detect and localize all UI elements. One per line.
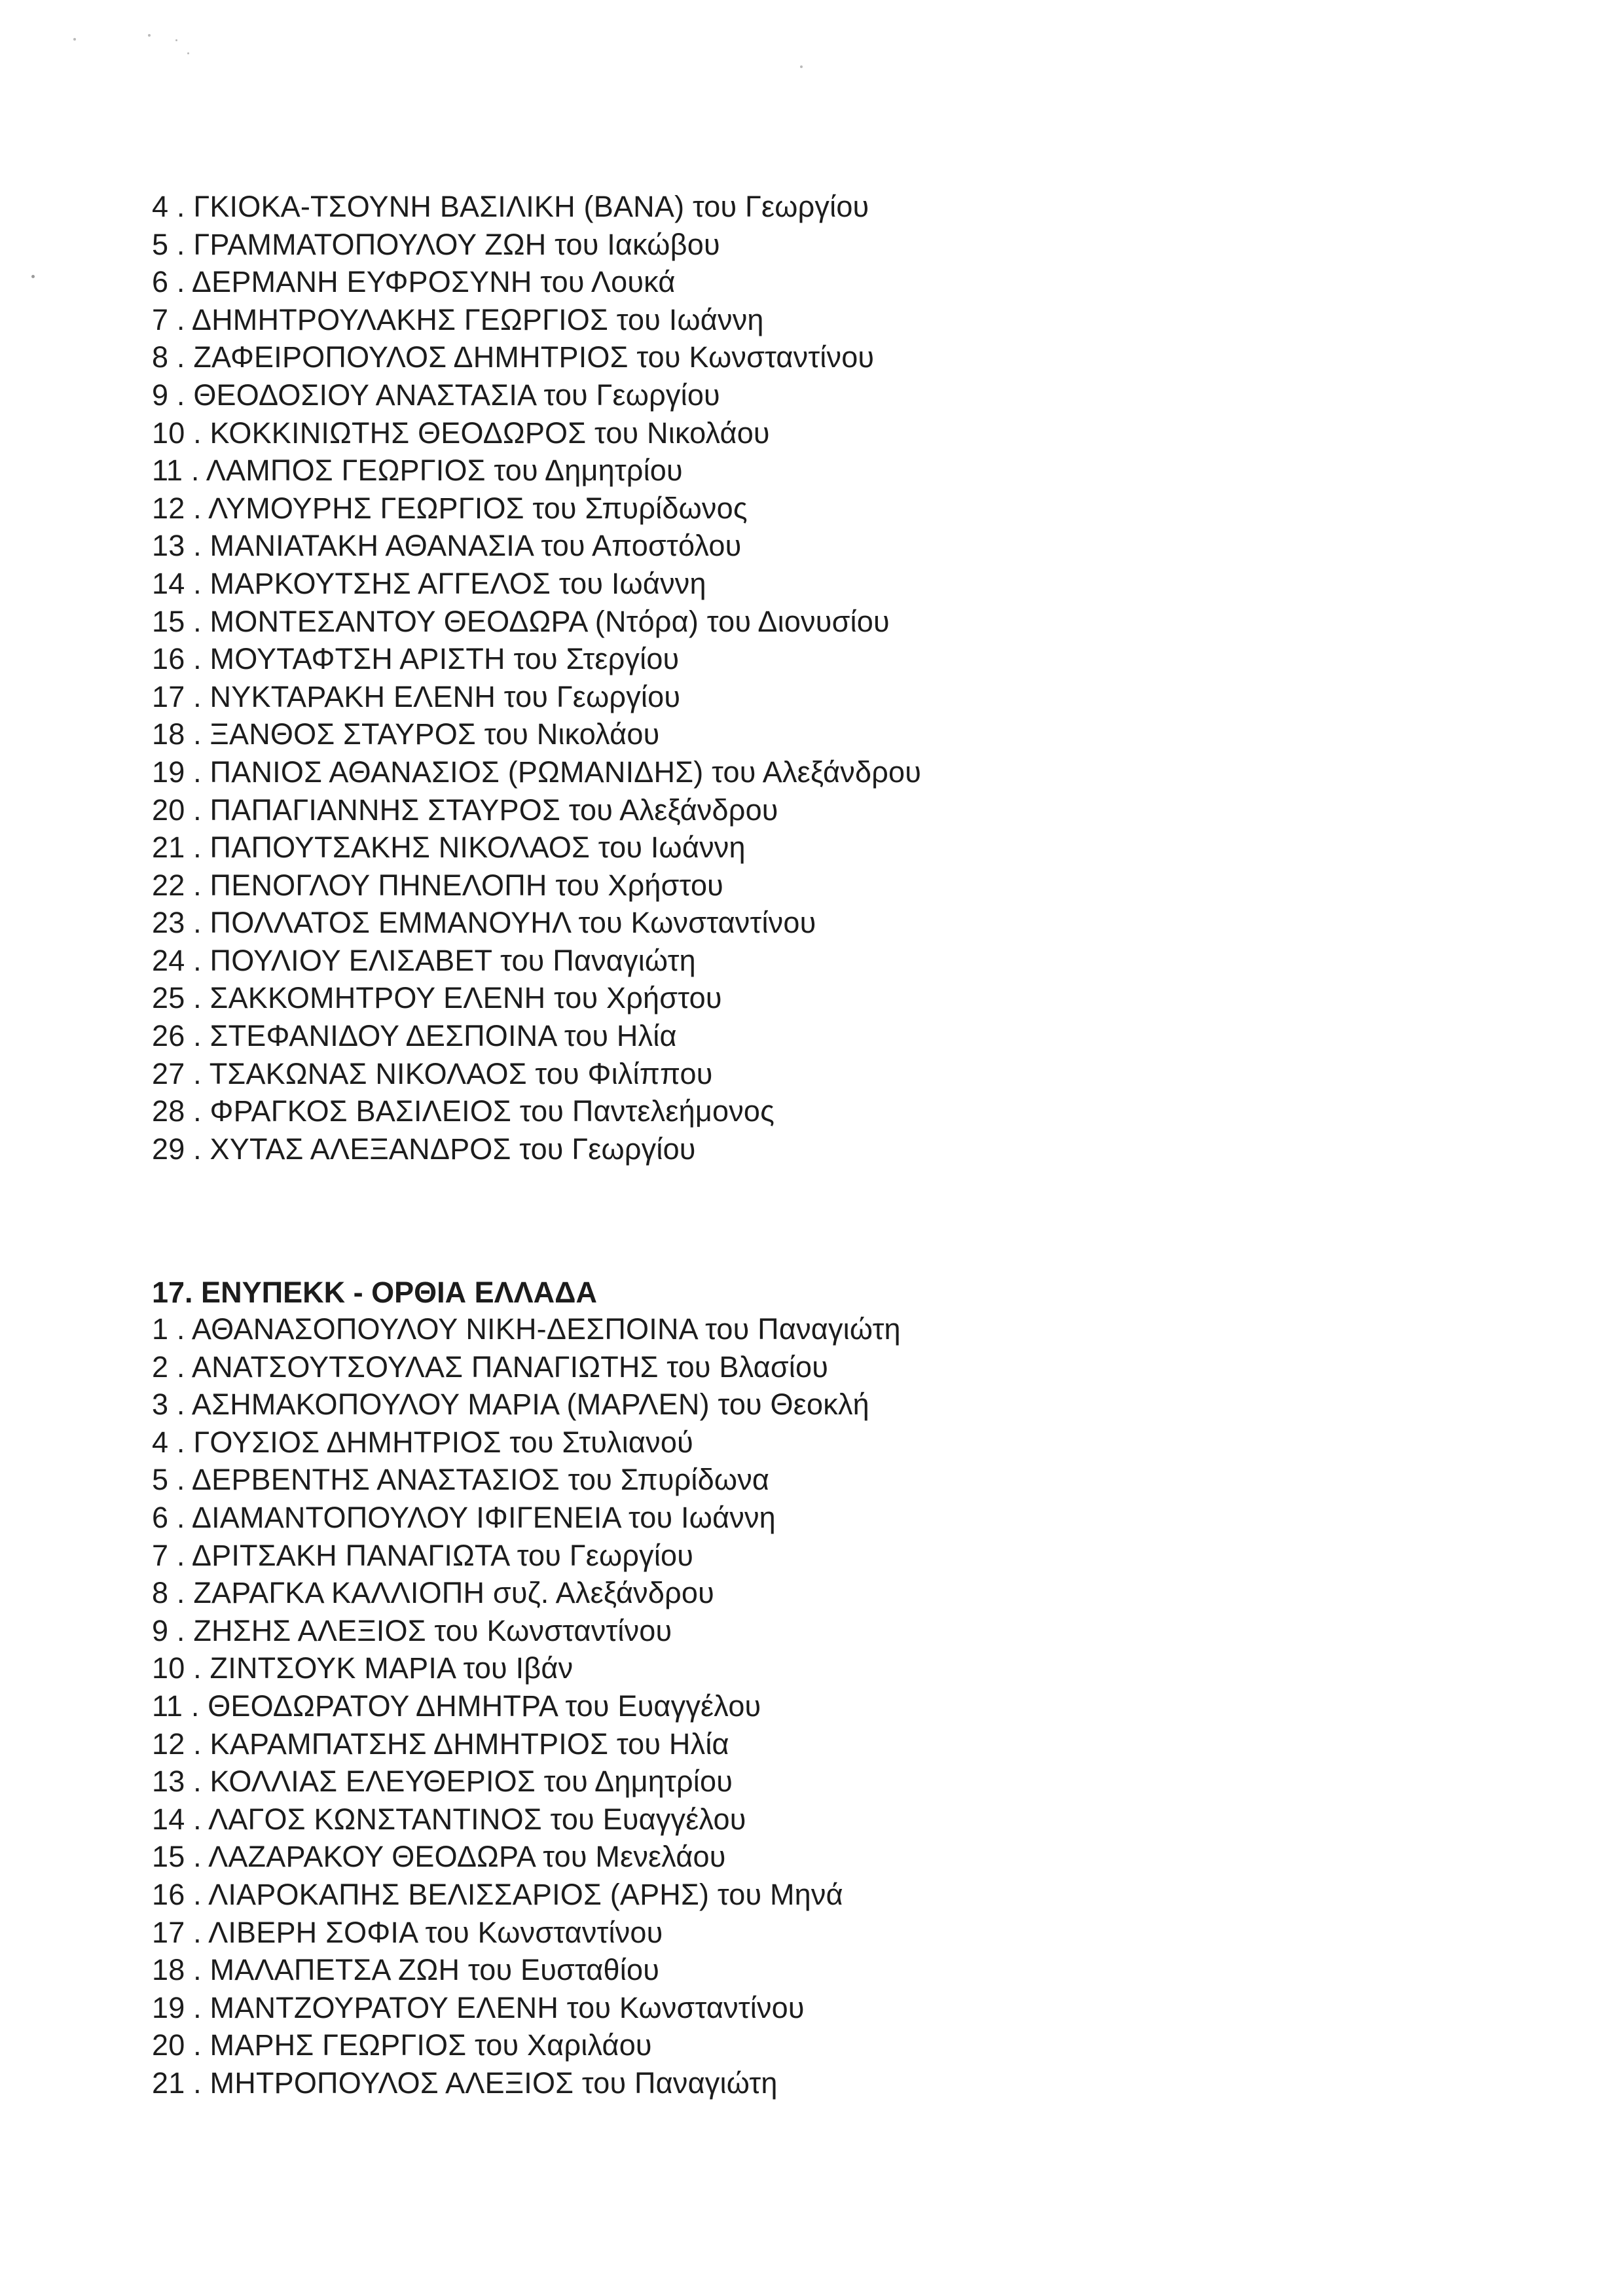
list-item: 15 . ΜΟΝΤΕΣΑΝΤΟΥ ΘΕΟΔΩΡΑ (Ντόρα) του Διονυσίου <box>152 604 890 638</box>
party-heading: 17. ΕΝΥΠΕΚΚ - ΟΡΘΙΑ ΕΛΛΑΔΑ <box>152 1276 597 1309</box>
list-item: 23 . ΠΟΛΛΑΤΟΣ ΕΜΜΑΝΟΥΗΛ του Κωνσταντίνου <box>152 906 816 940</box>
list-item: 8 . ΖΑΦΕΙΡΟΠΟΥΛΟΣ ΔΗΜΗΤΡΙΟΣ του Κωνσταντίνου <box>152 340 875 374</box>
list-item: 22 . ΠΕΝΟΓΛΟΥ ΠΗΝΕΛΟΠΗ του Χρήστου <box>152 868 723 902</box>
list-item: 4 . ΓΚΙΟΚΑ-ΤΣΟΥΝΗ ΒΑΣΙΛΙΚΗ (ΒΑΝΑ) του Γεωργίου <box>152 190 869 223</box>
list-item: 11 . ΛΑΜΠΟΣ ΓΕΩΡΓΙΟΣ του Δημητρίου <box>152 454 683 488</box>
list-item: 9 . ΖΗΣΗΣ ΑΛΕΞΙΟΣ του Κωνσταντίνου <box>152 1613 672 1647</box>
list-item: 29 . ΧΥΤΑΣ ΑΛΕΞΑΝΔΡΟΣ του Γεωργίου <box>152 1132 696 1166</box>
list-item: 12 . ΛΥΜΟΥΡΗΣ ΓΕΩΡΓΙΟΣ του Σπυρίδωνος <box>152 491 748 525</box>
list-item: 5 . ΔΕΡΒΕΝΤΗΣ ΑΝΑΣΤΑΣΙΟΣ του Σπυρίδωνα <box>152 1463 770 1497</box>
list-item: 7 . ΔΡΙΤΣΑΚΗ ΠΑΝΑΓΙΩΤΑ του Γεωργίου <box>152 1538 694 1572</box>
list-item: 13 . ΜΑΝΙΑΤΑΚΗ ΑΘΑΝΑΣΙΑ του Αποστόλου <box>152 529 742 563</box>
list-item: 1 . ΑΘΑΝΑΣΟΠΟΥΛΟΥ ΝΙΚΗ-ΔΕΣΠΟΙΝΑ του Παναγιώτη <box>152 1312 901 1346</box>
candidate-list-continued <box>152 188 921 1168</box>
list-item: 28 . ΦΡΑΓΚΟΣ ΒΑΣΙΛΕΙΟΣ του Παντελεήμονος <box>152 1094 775 1128</box>
list-item: 10 . ΖΙΝΤΣΟΥΚ ΜΑΡΙΑ του Ιβάν <box>152 1651 574 1685</box>
list-item: 9 . ΘΕΟΔΟΣΙΟΥ ΑΝΑΣΤΑΣΙΑ του Γεωργίου <box>152 378 720 412</box>
list-item: 2 . ΑΝΑΤΣΟΥΤΣΟΥΛΑΣ ΠΑΝΑΓΙΩΤΗΣ του Βλασίου <box>152 1350 829 1384</box>
list-item: 27 . ΤΣΑΚΩΝΑΣ ΝΙΚΟΛΑΟΣ του Φιλίππου <box>152 1056 713 1090</box>
list-item: 5 . ΓΡΑΜΜΑΤΟΠΟΥΛΟΥ ΖΩΗ του Ιακώβου <box>152 227 720 261</box>
list-item: 4 . ΓΟΥΣΙΟΣ ΔΗΜΗΤΡΙΟΣ του Στυλιανού <box>152 1425 693 1459</box>
list-item: 13 . ΚΟΛΛΙΑΣ ΕΛΕΥΘΕΡΙΟΣ του Δημητρίου <box>152 1765 733 1799</box>
list-item: 17 . ΝΥΚΤΑΡΑΚΗ ΕΛΕΝΗ του Γεωργίου <box>152 679 681 713</box>
list-item: 21 . ΠΑΠΟΥΤΣΑΚΗΣ ΝΙΚΟΛΑΟΣ του Ιωάννη <box>152 831 746 865</box>
list-item: 18 . ΞΑΝΘΟΣ ΣΤΑΥΡΟΣ του Νικολάου <box>152 717 660 751</box>
party-candidate-list <box>152 1310 901 2102</box>
list-item: 26 . ΣΤΕΦΑΝΙΔΟΥ ΔΕΣΠΟΙΝΑ του Ηλία <box>152 1019 677 1053</box>
list-item: 6 . ΔΙΑΜΑΝΤΟΠΟΥΛΟΥ ΙΦΙΓΕΝΕΙΑ του Ιωάννη <box>152 1500 776 1534</box>
list-item: 19 . ΜΑΝΤΖΟΥΡΑΤΟΥ ΕΛΕΝΗ του Κωνσταντίνου <box>152 1990 805 2024</box>
list-item: 12 . ΚΑΡΑΜΠΑΤΣΗΣ ΔΗΜΗΤΡΙΟΣ του Ηλία <box>152 1727 729 1761</box>
list-item: 11 . ΘΕΟΔΩΡΑΤΟΥ ΔΗΜΗΤΡΑ του Ευαγγέλου <box>152 1689 761 1723</box>
list-item: 20 . ΠΑΠΑΓΙΑΝΝΗΣ ΣΤΑΥΡΟΣ του Αλεξάνδρου <box>152 793 778 827</box>
list-item: 10 . ΚΟΚΚΙΝΙΩΤΗΣ ΘΕΟΔΩΡΟΣ του Νικολάου <box>152 416 770 450</box>
list-item: 7 . ΔΗΜΗΤΡΟΥΛΑΚΗΣ ΓΕΩΡΓΙΟΣ του Ιωάννη <box>152 302 764 336</box>
list-item: 25 . ΣΑΚΚΟΜΗΤΡΟΥ ΕΛΕΝΗ του Χρήστου <box>152 981 722 1015</box>
list-item: 24 . ΠΟΥΛΙΟΥ ΕΛΙΣΑΒΕΤ του Παναγιώτη <box>152 943 696 977</box>
list-item: 16 . ΛΙΑΡΟΚΑΠΗΣ ΒΕΛΙΣΣΑΡΙΟΣ (ΑΡΗΣ) του Μηνά <box>152 1877 843 1911</box>
list-item: 17 . ΛΙΒΕΡΗ ΣΟΦΙΑ του Κωνσταντίνου <box>152 1915 663 1949</box>
list-item: 16 . ΜΟΥΤΑΦΤΣΗ ΑΡΙΣΤΗ του Στεργίου <box>152 642 680 676</box>
list-item: 14 . ΜΑΡΚΟΥΤΣΗΣ ΑΓΓΕΛΟΣ του Ιωάννη <box>152 566 706 600</box>
list-item: 19 . ΠΑΝΙΟΣ ΑΘΑΝΑΣΙΟΣ (ΡΩΜΑΝΙΔΗΣ) του Αλεξάνδρου <box>152 755 922 789</box>
list-item: 18 . ΜΑΛΑΠΕΤΣΑ ΖΩΗ του Ευσταθίου <box>152 1953 660 1987</box>
list-item: 21 . ΜΗΤΡΟΠΟΥΛΟΣ ΑΛΕΞΙΟΣ του Παναγιώτη <box>152 2066 778 2100</box>
list-item: 20 . ΜΑΡΗΣ ΓΕΩΡΓΙΟΣ του Χαριλάου <box>152 2028 652 2062</box>
list-item: 14 . ΛΑΓΟΣ ΚΩΝΣΤΑΝΤΙΝΟΣ του Ευαγγέλου <box>152 1802 746 1836</box>
list-item: 3 . ΑΣΗΜΑΚΟΠΟΥΛΟΥ ΜΑΡΙΑ (ΜΑΡΛΕΝ) του Θεοκλή <box>152 1388 869 1422</box>
list-item: 8 . ΖΑΡΑΓΚΑ ΚΑΛΛΙΟΠΗ συζ. Αλεξάνδρου <box>152 1576 714 1610</box>
list-item: 6 . ΔΕΡΜΑΝΗ ΕΥΦΡΟΣΥΝΗ του Λουκά <box>152 265 676 299</box>
list-item: 15 . ΛΑΖΑΡΑΚΟΥ ΘΕΟΔΩΡΑ του Μενελάου <box>152 1840 726 1874</box>
